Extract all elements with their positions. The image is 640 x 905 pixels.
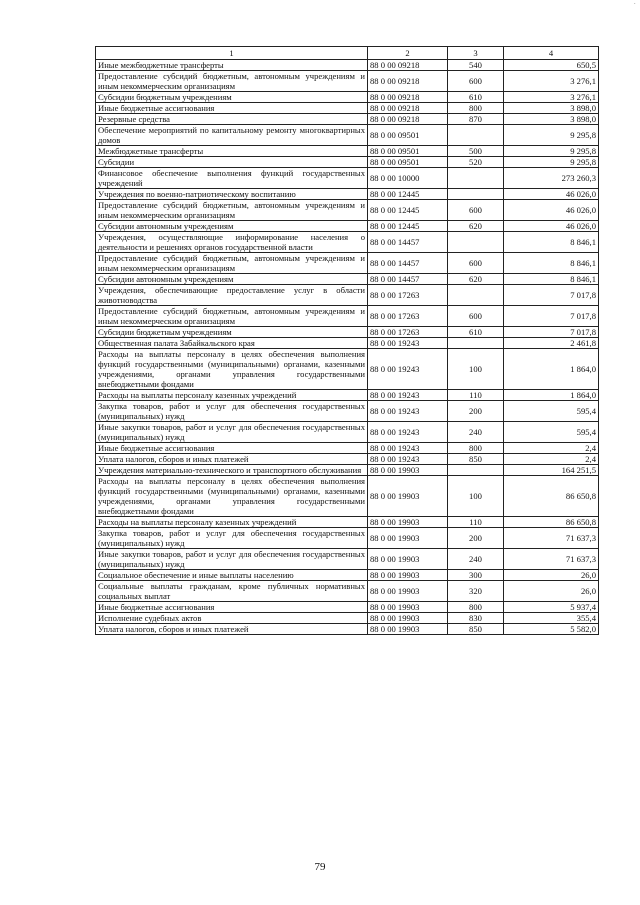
row-amount: 71 637,3: [504, 528, 599, 549]
table-row: [96, 390, 599, 401]
table-row: [96, 168, 599, 189]
row-name: Социальное обеспечение и иные выплаты населению: [96, 570, 368, 581]
row-vr: 600: [448, 71, 504, 92]
row-name: Иные межбюджетные трансферты: [96, 60, 368, 71]
row-code: 88 0 00 12445: [368, 221, 448, 232]
row-vr: 200: [448, 401, 504, 422]
table-row: [96, 465, 599, 476]
row-code: 88 0 00 10000: [368, 168, 448, 189]
row-code: 88 0 00 19243: [368, 401, 448, 422]
table-row: [96, 103, 599, 114]
row-code: 88 0 00 09218: [368, 103, 448, 114]
table-body: [96, 60, 599, 635]
row-code: 88 0 00 09218: [368, 114, 448, 125]
row-amount: 7 017,8: [504, 306, 599, 327]
row-vr: 800: [448, 602, 504, 613]
table-row: [96, 570, 599, 581]
row-name: Иные бюджетные ассигнования: [96, 443, 368, 454]
row-name: Субсидии: [96, 157, 368, 168]
row-code: 88 0 00 09501: [368, 146, 448, 157]
row-code: 88 0 00 19903: [368, 528, 448, 549]
row-name: Предоставление субсидий бюджетным, автономным учреждениям и иным некоммерческим организациям: [96, 253, 368, 274]
row-vr: [448, 125, 504, 146]
budget-table: [95, 46, 599, 635]
row-name: Общественная палата Забайкальского края: [96, 338, 368, 349]
row-amount: 2,4: [504, 443, 599, 454]
row-code: 88 0 00 19903: [368, 517, 448, 528]
row-name: Уплата налогов, сборов и иных платежей: [96, 454, 368, 465]
row-name: Учреждения материально-технического и транспортного обслуживания: [96, 465, 368, 476]
table-row: [96, 338, 599, 349]
table-row: [96, 71, 599, 92]
row-amount: 26,0: [504, 581, 599, 602]
table-row: [96, 401, 599, 422]
row-name: Социальные выплаты гражданам, кроме публичных нормативных социальных выплат: [96, 581, 368, 602]
row-code: 88 0 00 19903: [368, 602, 448, 613]
row-vr: 110: [448, 517, 504, 528]
table-row: [96, 602, 599, 613]
row-amount: 46 026,0: [504, 221, 599, 232]
row-name: Иные бюджетные ассигнования: [96, 602, 368, 613]
row-vr: 850: [448, 454, 504, 465]
row-name: Субсидии бюджетным учреждениям: [96, 92, 368, 103]
row-code: 88 0 00 19903: [368, 549, 448, 570]
row-name: Учреждения, обеспечивающие предоставление услуг в области животноводства: [96, 285, 368, 306]
row-vr: 100: [448, 476, 504, 517]
table-row: [96, 327, 599, 338]
row-name: Субсидии бюджетным учреждениям: [96, 327, 368, 338]
row-vr: [448, 232, 504, 253]
row-vr: 620: [448, 221, 504, 232]
row-name: Уплата налогов, сборов и иных платежей: [96, 624, 368, 635]
corner-mark: ·: [633, 0, 636, 8]
table-row: [96, 549, 599, 570]
row-amount: 46 026,0: [504, 189, 599, 200]
row-vr: 540: [448, 60, 504, 71]
table-row: [96, 157, 599, 168]
row-vr: [448, 189, 504, 200]
row-amount: 9 295,8: [504, 125, 599, 146]
row-name: Учреждения, осуществляющие информирование населения о деятельности и решениях органов государственной власти: [96, 232, 368, 253]
row-code: 88 0 00 14457: [368, 253, 448, 274]
row-amount: 8 846,1: [504, 253, 599, 274]
row-amount: 7 017,8: [504, 327, 599, 338]
row-code: 88 0 00 09218: [368, 60, 448, 71]
row-code: 88 0 00 09501: [368, 125, 448, 146]
row-code: 88 0 00 09501: [368, 157, 448, 168]
table-row: [96, 221, 599, 232]
row-name: Расходы на выплаты персоналу в целях обеспечения выполнения функций государственными (муниципальными) органами, казенными учреждениями, органами управления государственными внебюджетными фондами: [96, 476, 368, 517]
table-row: [96, 454, 599, 465]
header-col-4: 4: [504, 47, 599, 60]
table-row: [96, 200, 599, 221]
row-code: 88 0 00 19903: [368, 581, 448, 602]
row-amount: 26,0: [504, 570, 599, 581]
row-code: 88 0 00 19243: [368, 454, 448, 465]
row-vr: 800: [448, 443, 504, 454]
row-name: Обеспечение мероприятий по капитальному ремонту многоквартирных домов: [96, 125, 368, 146]
table-row: [96, 125, 599, 146]
row-amount: 3 276,1: [504, 71, 599, 92]
page-number: 79: [314, 861, 326, 873]
row-code: 88 0 00 19903: [368, 570, 448, 581]
row-code: 88 0 00 19243: [368, 422, 448, 443]
row-code: 88 0 00 19243: [368, 443, 448, 454]
row-amount: 71 637,3: [504, 549, 599, 570]
table-row: [96, 92, 599, 103]
row-amount: 86 650,8: [504, 476, 599, 517]
row-name: Резервные средства: [96, 114, 368, 125]
row-name: Предоставление субсидий бюджетным, автономным учреждениям и иным некоммерческим организациям: [96, 200, 368, 221]
row-name: Предоставление субсидий бюджетным, автономным учреждениям и иным некоммерческим организациям: [96, 306, 368, 327]
table-row: [96, 422, 599, 443]
row-name: Субсидии автономным учреждениям: [96, 274, 368, 285]
row-amount: 5 582,0: [504, 624, 599, 635]
row-vr: [448, 168, 504, 189]
header-col-1: 1: [96, 47, 368, 60]
row-vr: 240: [448, 422, 504, 443]
table-row: [96, 285, 599, 306]
row-vr: 500: [448, 146, 504, 157]
row-vr: [448, 465, 504, 476]
table-row: [96, 443, 599, 454]
row-vr: 610: [448, 92, 504, 103]
row-name: Иные бюджетные ассигнования: [96, 103, 368, 114]
row-amount: 3 276,1: [504, 92, 599, 103]
row-vr: [448, 338, 504, 349]
row-vr: 320: [448, 581, 504, 602]
row-amount: 5 937,4: [504, 602, 599, 613]
header-row: [96, 47, 599, 60]
row-name: Расходы на выплаты персоналу в целях обеспечения выполнения функций государственными (муниципальными) органами, казенными учреждениями, органами управления государственными внебюджетными фондами: [96, 349, 368, 390]
table-row: [96, 306, 599, 327]
row-vr: 520: [448, 157, 504, 168]
table-row: [96, 476, 599, 517]
row-name: Иные закупки товаров, работ и услуг для обеспечения государственных (муниципальных) нужд: [96, 549, 368, 570]
row-amount: 355,4: [504, 613, 599, 624]
row-code: 88 0 00 12445: [368, 200, 448, 221]
row-amount: 273 260,3: [504, 168, 599, 189]
row-amount: 9 295,8: [504, 146, 599, 157]
row-amount: 595,4: [504, 401, 599, 422]
table-row: [96, 146, 599, 157]
row-vr: 300: [448, 570, 504, 581]
table-row: [96, 517, 599, 528]
row-vr: 600: [448, 200, 504, 221]
row-vr: 240: [448, 549, 504, 570]
row-amount: 86 650,8: [504, 517, 599, 528]
row-vr: 200: [448, 528, 504, 549]
row-name: Иные закупки товаров, работ и услуг для обеспечения государственных (муниципальных) нужд: [96, 422, 368, 443]
row-vr: 600: [448, 253, 504, 274]
row-name: Исполнение судебных актов: [96, 613, 368, 624]
header-col-2: 2: [368, 47, 448, 60]
row-vr: [448, 285, 504, 306]
table-row: [96, 613, 599, 624]
row-amount: 3 898,0: [504, 103, 599, 114]
row-amount: 2 461,8: [504, 338, 599, 349]
table-row: [96, 581, 599, 602]
row-code: 88 0 00 17263: [368, 327, 448, 338]
row-code: 88 0 00 12445: [368, 189, 448, 200]
row-code: 88 0 00 14457: [368, 232, 448, 253]
row-name: Субсидии автономным учреждениям: [96, 221, 368, 232]
table-row: [96, 624, 599, 635]
row-code: 88 0 00 19903: [368, 465, 448, 476]
row-code: 88 0 00 17263: [368, 306, 448, 327]
row-code: 88 0 00 19243: [368, 390, 448, 401]
row-name: Закупка товаров, работ и услуг для обеспечения государственных (муниципальных) нужд: [96, 528, 368, 549]
row-amount: 8 846,1: [504, 232, 599, 253]
row-vr: 600: [448, 306, 504, 327]
row-name: Учреждения по военно-патриотическому воспитанию: [96, 189, 368, 200]
row-name: Расходы на выплаты персоналу казенных учреждений: [96, 390, 368, 401]
row-vr: 870: [448, 114, 504, 125]
row-amount: 46 026,0: [504, 200, 599, 221]
table-row: [96, 349, 599, 390]
row-vr: 100: [448, 349, 504, 390]
table-row: [96, 60, 599, 71]
table-header: [96, 47, 599, 60]
row-vr: 850: [448, 624, 504, 635]
row-vr: 620: [448, 274, 504, 285]
row-code: 88 0 00 19903: [368, 624, 448, 635]
table-row: [96, 232, 599, 253]
row-amount: 650,5: [504, 60, 599, 71]
table-row: [96, 114, 599, 125]
row-code: 88 0 00 19243: [368, 338, 448, 349]
row-vr: 110: [448, 390, 504, 401]
row-name: Предоставление субсидий бюджетным, автономным учреждениям и иным некоммерческим организациям: [96, 71, 368, 92]
row-amount: 3 898,0: [504, 114, 599, 125]
row-code: 88 0 00 17263: [368, 285, 448, 306]
row-vr: 830: [448, 613, 504, 624]
row-vr: 610: [448, 327, 504, 338]
row-code: 88 0 00 09218: [368, 92, 448, 103]
table-row: [96, 253, 599, 274]
row-amount: 8 846,1: [504, 274, 599, 285]
row-amount: 9 295,8: [504, 157, 599, 168]
row-amount: 7 017,8: [504, 285, 599, 306]
row-amount: 1 864,0: [504, 349, 599, 390]
header-col-3: 3: [448, 47, 504, 60]
row-code: 88 0 00 14457: [368, 274, 448, 285]
row-amount: 164 251,5: [504, 465, 599, 476]
table-row: [96, 528, 599, 549]
row-code: 88 0 00 19243: [368, 349, 448, 390]
row-name: Межбюджетные трансферты: [96, 146, 368, 157]
row-vr: 800: [448, 103, 504, 114]
row-name: Финансовое обеспечение выполнения функций государственных учреждений: [96, 168, 368, 189]
row-name: Закупка товаров, работ и услуг для обеспечения государственных (муниципальных) нужд: [96, 401, 368, 422]
row-amount: 1 864,0: [504, 390, 599, 401]
table-row: [96, 274, 599, 285]
row-amount: 595,4: [504, 422, 599, 443]
row-name: Расходы на выплаты персоналу казенных учреждений: [96, 517, 368, 528]
row-code: 88 0 00 09218: [368, 71, 448, 92]
table-row: [96, 189, 599, 200]
row-code: 88 0 00 19903: [368, 613, 448, 624]
row-code: 88 0 00 19903: [368, 476, 448, 517]
row-amount: 2,4: [504, 454, 599, 465]
